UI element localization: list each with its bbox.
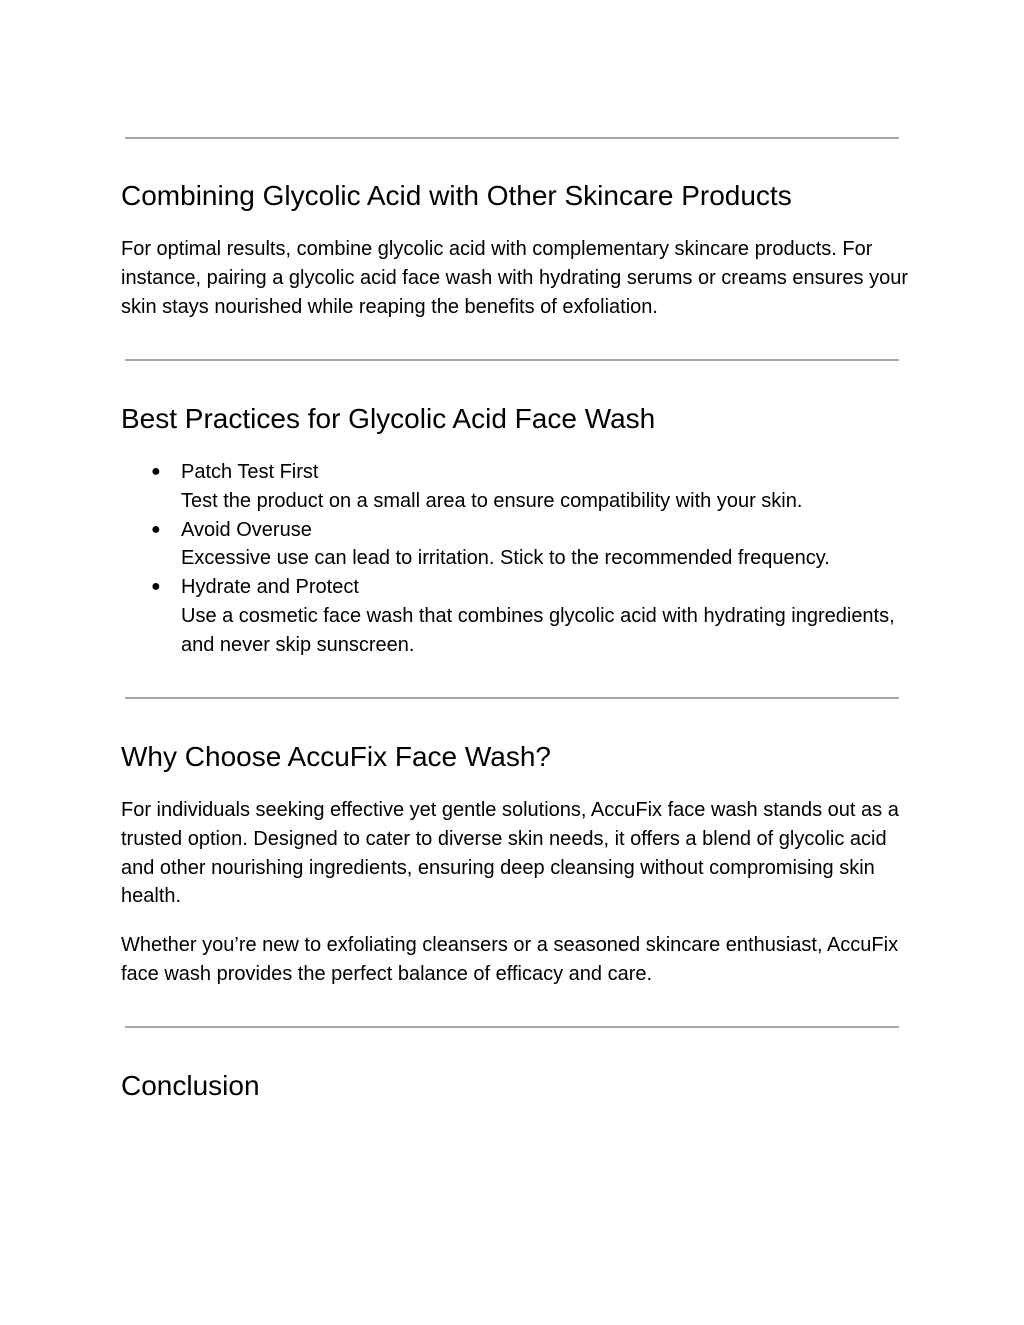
section-heading: Conclusion xyxy=(121,1070,260,1101)
section-heading: Why Choose AccuFix Face Wash? xyxy=(121,741,552,772)
best-practices-list xyxy=(121,458,911,660)
section-divider xyxy=(125,359,899,361)
list-item-description: Use a cosmetic face wash that combines glycolic acid with hydrating ingredients, and never skip sunscreen. xyxy=(181,604,895,656)
list-item-title: Patch Test First xyxy=(181,461,319,483)
section-divider xyxy=(125,1026,899,1028)
list-item xyxy=(121,573,911,659)
section-paragraph: Whether you’re new to exfoliating cleansers or a seasoned skincare enthusiast, AccuFix face wash provides the perfect balance of efficacy and care. xyxy=(121,934,899,985)
list-item-description: Test the product on a small area to ensure compatibility with your skin. xyxy=(181,489,803,512)
section-paragraph: For individuals seeking effective yet gentle solutions, AccuFix face wash stands out as a trusted option. Designed to cater to diverse skin needs, it offers a blend of glycolic acid and other nourishing ingredients, ensuring deep cleansing without compromising skin health. xyxy=(121,799,899,908)
list-item-description: Excessive use can lead to irritation. Stick to the recommended frequency. xyxy=(181,547,830,570)
section-divider xyxy=(125,697,899,699)
list-item xyxy=(121,458,911,516)
bullet-icon: ● xyxy=(151,578,161,596)
section-heading: Combining Glycolic Acid with Other Skincare Products xyxy=(121,180,792,211)
list-item-title: Hydrate and Protect xyxy=(181,576,359,599)
bullet-icon: ● xyxy=(151,520,161,538)
list-item-title: Avoid Overuse xyxy=(181,518,312,541)
list-item xyxy=(121,516,911,574)
section-divider xyxy=(125,137,899,139)
section-heading: Best Practices for Glycolic Acid Face Wash xyxy=(121,403,656,434)
bullet-icon: ● xyxy=(151,463,161,480)
section-paragraph: For optimal results, combine glycolic acid with complementary skincare products. For instance, pairing a glycolic acid face wash with hydrating serums or creams ensures your skin stays nourished while reaping the benefits of exfoliation. xyxy=(121,238,909,318)
